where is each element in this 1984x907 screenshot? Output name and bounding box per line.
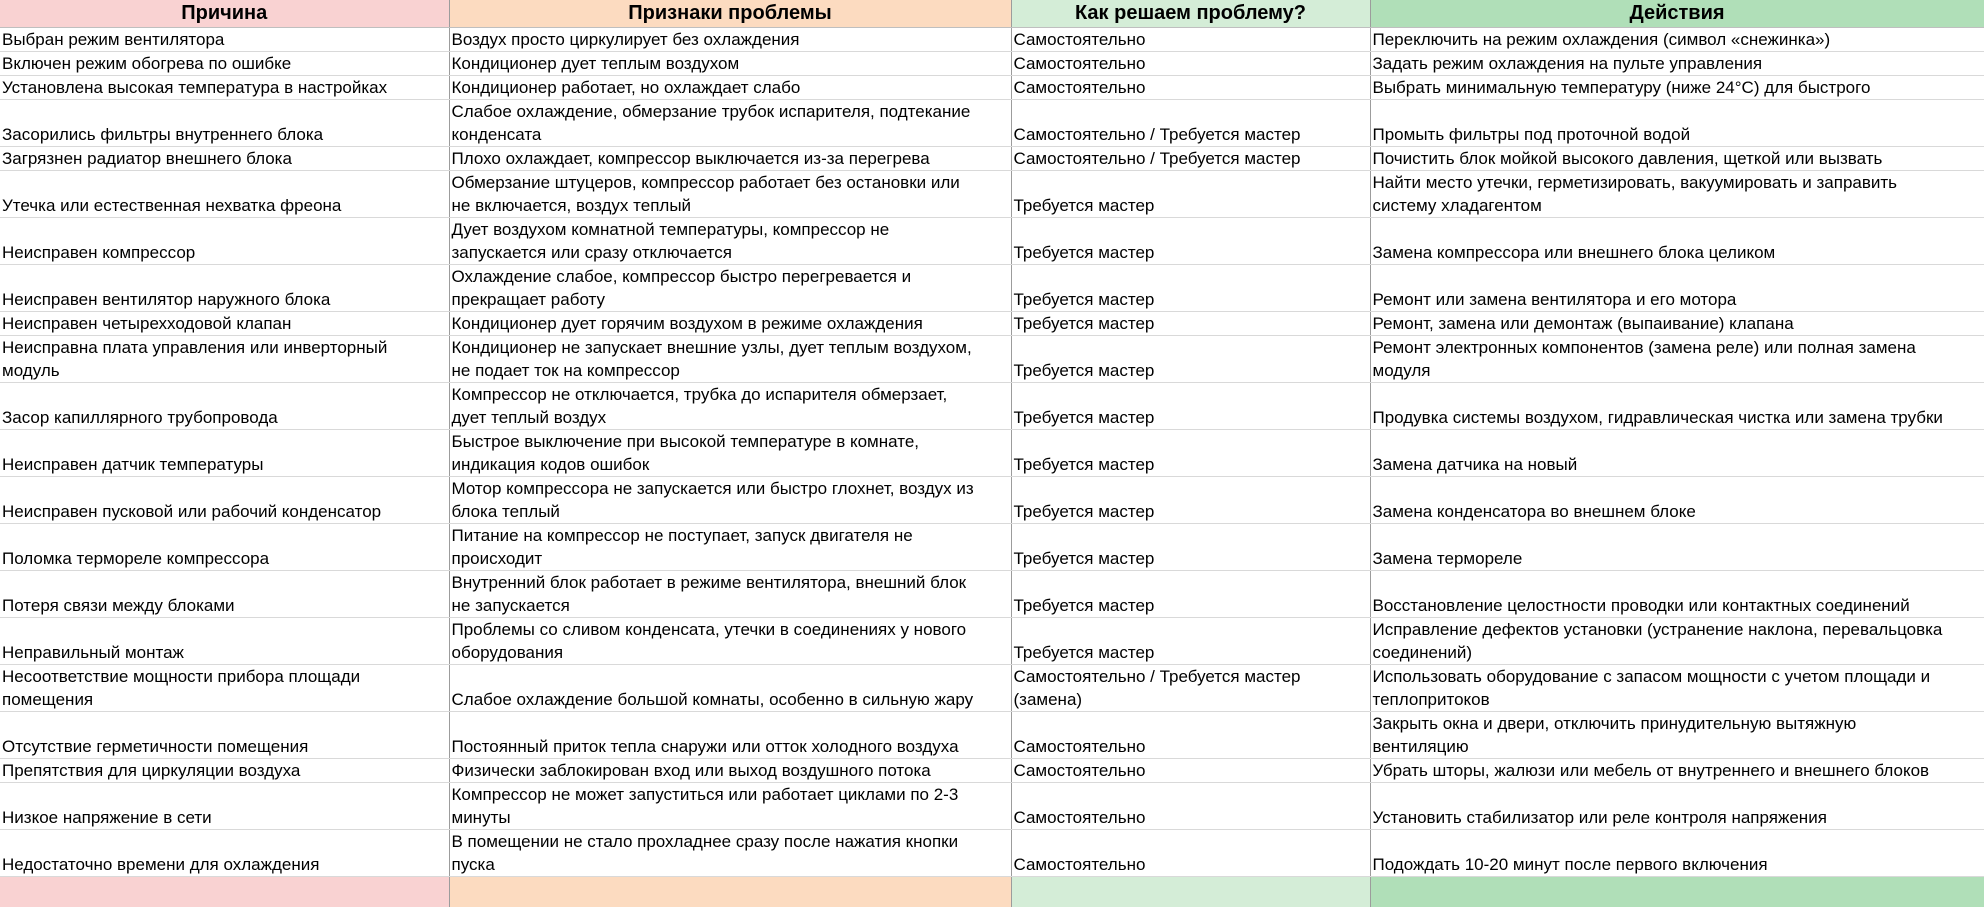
cell-symptoms[interactable]: Компрессор не может запуститься или работает циклами по 2-3 минуты (449, 783, 1011, 830)
cell-solution[interactable]: Требуется мастер (1011, 265, 1370, 312)
cell-cause[interactable]: Недостаточно времени для охлаждения (0, 830, 449, 877)
table-row (0, 312, 1984, 336)
table-row (0, 830, 1984, 877)
cell-solution[interactable]: Самостоятельно / Требуется мастер (1011, 147, 1370, 171)
cell-symptoms[interactable]: Кондиционер работает, но охлаждает слабо (449, 76, 1011, 100)
cell-actions[interactable]: Замена датчика на новый (1370, 430, 1984, 477)
cell-actions[interactable]: Замена компрессора или внешнего блока целиком (1370, 218, 1984, 265)
cell-symptoms[interactable]: Внутренний блок работает в режиме вентилятора, внешний блок не запускается (449, 571, 1011, 618)
cell-cause[interactable]: Неисправен четырехходовой клапан (0, 312, 449, 336)
cell-symptoms[interactable]: Слабое охлаждение, обмерзание трубок испарителя, подтекание конденсата (449, 100, 1011, 147)
cell-actions[interactable]: Ремонт, замена или демонтаж (выпаивание) клапана (1370, 312, 1984, 336)
cell-actions[interactable]: Ремонт электронных компонентов (замена реле) или полная замена модуля (1370, 336, 1984, 383)
cell-solution[interactable]: Требуется мастер (1011, 312, 1370, 336)
table-row (0, 218, 1984, 265)
table-row (0, 430, 1984, 477)
cell-cause[interactable]: Препятствия для циркуляции воздуха (0, 759, 449, 783)
cell-cause[interactable]: Засор капиллярного трубопровода (0, 383, 449, 430)
cell-actions[interactable]: Почистить блок мойкой высокого давления, щеткой или вызвать (1370, 147, 1984, 171)
footer-cell-actions[interactable] (1370, 877, 1984, 907)
cell-actions[interactable]: Замена термореле (1370, 524, 1984, 571)
cell-actions[interactable]: Исправление дефектов установки (устранение наклона, перевальцовка соединений) (1370, 618, 1984, 665)
header-cause[interactable]: Причина (0, 0, 449, 28)
table-row (0, 665, 1984, 712)
cell-cause[interactable]: Неправильный монтаж (0, 618, 449, 665)
table-row (0, 712, 1984, 759)
cell-cause[interactable]: Выбран режим вентилятора (0, 28, 449, 52)
cell-symptoms[interactable]: Быстрое выключение при высокой температуре в комнате, индикация кодов ошибок (449, 430, 1011, 477)
table-row (0, 336, 1984, 383)
cell-symptoms[interactable]: Кондиционер дует теплым воздухом (449, 52, 1011, 76)
cell-cause[interactable]: Потеря связи между блоками (0, 571, 449, 618)
cell-cause[interactable]: Низкое напряжение в сети (0, 783, 449, 830)
cell-actions[interactable]: Использовать оборудование с запасом мощности с учетом площади и теплопритоков (1370, 665, 1984, 712)
table-row (0, 76, 1984, 100)
table-row (0, 477, 1984, 524)
cell-solution[interactable]: Требуется мастер (1011, 477, 1370, 524)
header-solution[interactable]: Как решаем проблему? (1011, 0, 1370, 28)
cell-symptoms[interactable]: Слабое охлаждение большой комнаты, особенно в сильную жару (449, 665, 1011, 712)
cell-actions[interactable]: Убрать шторы, жалюзи или мебель от внутреннего и внешнего блоков (1370, 759, 1984, 783)
cell-solution[interactable]: Самостоятельно (1011, 759, 1370, 783)
cell-symptoms[interactable]: Обмерзание штуцеров, компрессор работает без остановки или не включается, воздух теплый (449, 171, 1011, 218)
table-row (0, 100, 1984, 147)
table-row (0, 28, 1984, 52)
cell-cause[interactable]: Отсутствие герметичности помещения (0, 712, 449, 759)
cell-symptoms[interactable]: Постоянный приток тепла снаружи или отток холодного воздуха (449, 712, 1011, 759)
table-row (0, 618, 1984, 665)
cell-solution[interactable]: Требуется мастер (1011, 383, 1370, 430)
cell-actions[interactable]: Замена конденсатора во внешнем блоке (1370, 477, 1984, 524)
footer-cell-symptoms[interactable] (449, 877, 1011, 907)
cell-symptoms[interactable]: В помещении не стало прохладнее сразу после нажатия кнопки пуска (449, 830, 1011, 877)
cell-symptoms[interactable]: Мотор компрессора не запускается или быстро глохнет, воздух из блока теплый (449, 477, 1011, 524)
cell-actions[interactable]: Продувка системы воздухом, гидравлическая чистка или замена трубки (1370, 383, 1984, 430)
cell-symptoms[interactable]: Кондиционер не запускает внешние узлы, дует теплым воздухом, не подает ток на компрессор (449, 336, 1011, 383)
cell-actions[interactable]: Найти место утечки, герметизировать, вакуумировать и заправить систему хладагентом (1370, 171, 1984, 218)
table-row (0, 759, 1984, 783)
cell-cause[interactable]: Включен режим обогрева по ошибке (0, 52, 449, 76)
header-row (0, 0, 1984, 28)
cell-symptoms[interactable]: Плохо охлаждает, компрессор выключается из-за перегрева (449, 147, 1011, 171)
cell-actions[interactable]: Промыть фильтры под проточной водой (1370, 100, 1984, 147)
cell-symptoms[interactable]: Дует воздухом комнатной температуры, компрессор не запускается или сразу отключается (449, 218, 1011, 265)
cell-symptoms[interactable]: Компрессор не отключается, трубка до испарителя обмерзает, дует теплый воздух (449, 383, 1011, 430)
cell-actions[interactable]: Переключить на режим охлаждения (символ «снежинка») (1370, 28, 1984, 52)
cell-actions[interactable]: Задать режим охлаждения на пульте управления (1370, 52, 1984, 76)
cell-cause[interactable]: Неисправна плата управления или инверторный модуль (0, 336, 449, 383)
cell-symptoms[interactable]: Физически заблокирован вход или выход воздушного потока (449, 759, 1011, 783)
cell-cause[interactable]: Неисправен датчик температуры (0, 430, 449, 477)
header-actions[interactable]: Действия (1370, 0, 1984, 28)
cell-cause[interactable]: Установлена высокая температура в настройках (0, 76, 449, 100)
cell-solution[interactable]: Самостоятельно (1011, 712, 1370, 759)
cell-cause[interactable]: Несоответствие мощности прибора площади помещения (0, 665, 449, 712)
cell-symptoms[interactable]: Кондиционер дует горячим воздухом в режиме охлаждения (449, 312, 1011, 336)
cell-solution[interactable]: Самостоятельно (1011, 52, 1370, 76)
cell-actions[interactable]: Ремонт или замена вентилятора и его мотора (1370, 265, 1984, 312)
footer-row (0, 877, 1984, 907)
cell-solution[interactable]: Самостоятельно (1011, 783, 1370, 830)
cell-solution[interactable]: Требуется мастер (1011, 524, 1370, 571)
table-row (0, 147, 1984, 171)
cell-solution[interactable]: Самостоятельно (1011, 76, 1370, 100)
cell-actions[interactable]: Восстановление целостности проводки или контактных соединений (1370, 571, 1984, 618)
table-row (0, 571, 1984, 618)
cell-actions[interactable]: Выбрать минимальную температуру (ниже 24°C) для быстрого (1370, 76, 1984, 100)
cell-solution[interactable]: Требуется мастер (1011, 336, 1370, 383)
table-row (0, 171, 1984, 218)
cell-cause[interactable]: Загрязнен радиатор внешнего блока (0, 147, 449, 171)
table-row (0, 783, 1984, 830)
cell-symptoms[interactable]: Питание на компрессор не поступает, запуск двигателя не происходит (449, 524, 1011, 571)
cell-solution[interactable]: Самостоятельно (1011, 830, 1370, 877)
table-row (0, 265, 1984, 312)
cell-cause[interactable]: Утечка или естественная нехватка фреона (0, 171, 449, 218)
cell-solution[interactable]: Самостоятельно (1011, 28, 1370, 52)
cell-solution[interactable]: Самостоятельно / Требуется мастер (замена) (1011, 665, 1370, 712)
cell-cause[interactable]: Поломка термореле компрессора (0, 524, 449, 571)
header-symptoms[interactable]: Признаки проблемы (449, 0, 1011, 28)
cell-actions[interactable]: Установить стабилизатор или реле контроля напряжения (1370, 783, 1984, 830)
table-row (0, 524, 1984, 571)
cell-cause[interactable]: Засорились фильтры внутреннего блока (0, 100, 449, 147)
cell-actions[interactable]: Закрыть окна и двери, отключить принудительную вытяжную вентиляцию (1370, 712, 1984, 759)
cell-cause[interactable]: Неисправен компрессор (0, 218, 449, 265)
cell-solution[interactable]: Требуется мастер (1011, 571, 1370, 618)
footer-cell-cause[interactable] (0, 877, 449, 907)
cell-solution[interactable]: Самостоятельно / Требуется мастер (1011, 100, 1370, 147)
cell-symptoms[interactable]: Охлаждение слабое, компрессор быстро перегревается и прекращает работу (449, 265, 1011, 312)
cell-solution[interactable]: Требуется мастер (1011, 171, 1370, 218)
cell-solution[interactable]: Требуется мастер (1011, 430, 1370, 477)
cell-symptoms[interactable]: Воздух просто циркулирует без охлаждения (449, 28, 1011, 52)
table-row (0, 52, 1984, 76)
cell-cause[interactable]: Неисправен вентилятор наружного блока (0, 265, 449, 312)
table-row (0, 383, 1984, 430)
cell-cause[interactable]: Неисправен пусковой или рабочий конденсатор (0, 477, 449, 524)
cell-actions[interactable]: Подождать 10-20 минут после первого включения (1370, 830, 1984, 877)
cell-solution[interactable]: Требуется мастер (1011, 218, 1370, 265)
cell-solution[interactable]: Требуется мастер (1011, 618, 1370, 665)
cell-symptoms[interactable]: Проблемы со сливом конденсата, утечки в соединениях у нового оборудования (449, 618, 1011, 665)
footer-cell-solution[interactable] (1011, 877, 1370, 907)
